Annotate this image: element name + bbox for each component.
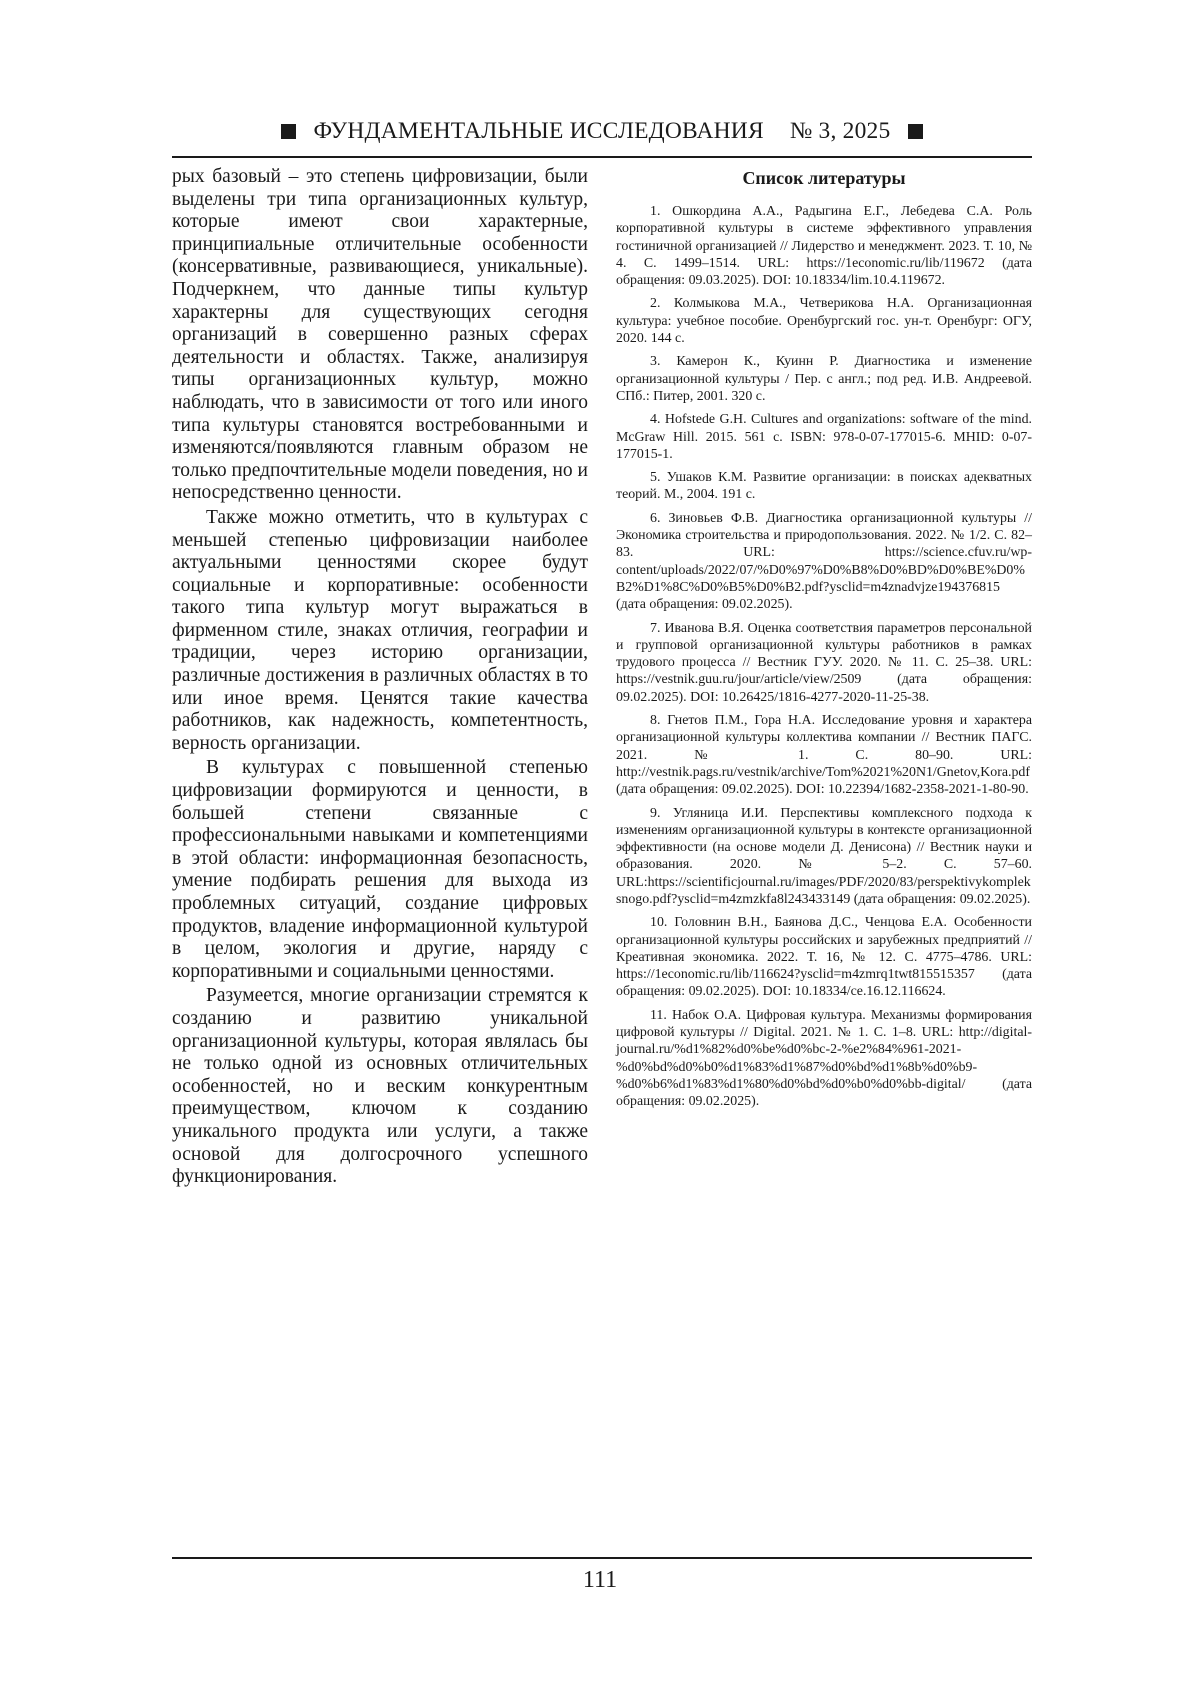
issue-number: № 3, 2025 — [789, 117, 891, 144]
reference-item: 5. Ушаков К.М. Развитие организации: в поисках адекватных теорий. М., 2004. 191 с. — [616, 470, 1032, 503]
reference-list — [616, 203, 1032, 1111]
page-number: 111 — [582, 1567, 618, 1593]
running-header — [172, 112, 1032, 150]
reference-item: 6. Зиновьев Ф.В. Диагностика организационной культуры // Экономика строительства и природопользования. 2022. № 1/2. С. 82–83. URL: https://science.cfuv.ru/wp-content/uploads/2022/07/%D0%97%D0%B8%D0%BD%D0%BE%D0%B2%D1%8C%D0%B5%D0%B2.pdf?ysclid=m4znadvjze194376815 (дата обращения: 09.02.2025). — [616, 510, 1032, 613]
journal-title: ФУНДАМЕНТАЛЬНЫЕ ИССЛЕДОВАНИЯ — [313, 117, 764, 144]
reference-item: 2. Колмыкова М.А., Четверикова Н.А. Организационная культура: учебное пособие. Оренбургский гос. ун-т. Оренбург: ОГУ, 2020. 144 с. — [616, 296, 1032, 347]
body-paragraph: В культурах с повышенной степенью цифровизации формируются и ценности, в большей степени связанные с профессиональными навыками и компетенциями в этой области: информационная безопасность, умение подбирать решения для выхода из проблемных ситуаций, создание цифровых продуктов, владение информационной культурой в целом, экология и другие, наряду с корпоративными и социальными ценностями. — [172, 757, 588, 982]
reference-item: 1. Ошкордина А.А., Радыгина Е.Г., Лебедева С.А. Роль корпоративной культуры в системе эффективного управления гостиничной организацией // Лидерство и менеджмент. 2023. Т. 10, № 4. С. 1499–1514. URL: https://1economic.ru/lib/119672 (дата обращения: 09.03.2025). DOI: 10.18334/lim.10.4.119672. — [616, 204, 1032, 289]
reference-item: 8. Гнетов П.М., Гора Н.А. Исследование уровня и характера организационной культуры коллектива компании // Вестник ПАГС. 2021. № 1. С. 80–90. URL: http://vestnik.pags.ru/vestnik/archive/Tom%2021%20N1/Gnetov,Kora.pdf (дата обращения: 09.02.2025). DOI: 10.22394/1682-2358-2021-1-80-90. — [616, 713, 1032, 798]
body-paragraph: Также можно отметить, что в культурах с меньшей степенью цифровизации наиболее актуальными ценностями скорее будут социальные и корпоративные: особенности такого типа культур могут выражаться в фирменном стиле, знаках отличия, географии и традиции, через историю организации, различные достижения в различных областях в то или иное время. Ценятся такие качества работников, как надежность, компетентность, верность организации. — [172, 506, 589, 754]
reference-item: 11. Набок О.А. Цифровая культура. Механизмы формирования цифровой культуры // Digital. 2021. № 1. С. 1–8. URL: http://digital-journal.ru/%d1%82%d0%be%d0%bc-2-%e2%84%961-2021-%d0%bd%d0%b0%d1%83%d1%87%d0%bd%d1%8b%d0%b9-%d0%b6%d1%83%d1%80%d0%bd%d0%b0%d0%bb-digital/ (дата обращения: 09.02.2025). — [616, 1007, 1032, 1110]
footer-rule — [172, 1557, 1032, 1559]
header-rule — [172, 156, 1032, 158]
reference-item: 9. Угляница И.И. Перспективы комплексного подхода к изменениям организационной культуры в контексте организационной эффективности (на основе модели Д. Денисона) // Вестник науки и образования. 2020. № 5–2. С. 57–60. URL:https://scientificjournal.ru/images/PDF/2020/83/perspektivykompleksnogo.pdf?ysclid=m4zmzkfa8l243433149 (дата обращения: 09.02.2025). — [616, 805, 1032, 907]
references-title: Список литературы — [742, 168, 906, 188]
square-bullet-icon — [908, 124, 923, 139]
reference-item: 3. Камерон К., Куинн Р. Диагностика и изменение организационной культуры / Пер. с англ.; под ред. И.В. Андреевой. СПб.: Питер, 2001. 320 с. — [616, 354, 1032, 404]
reference-item: 7. Иванова В.Я. Оценка соответствия параметров персональной и групповой организационной культуры работников в рамках трудового процесса // Вестник ГУУ. 2020. № 11. С. 25–38. URL: https://vestnik.guu.ru/jour/article/view/2509 (дата обращения: 09.02.2025). DOI: 10.26425/1816-4277-2020-11-25-38. — [616, 620, 1032, 705]
body-paragraph: рых базовый – это степень цифровизации, были выделены три типа организационных культур, которые имеют свои характерные, принципиальные отличительные особенности (консервативные, развивающиеся, уникальные). Подчеркнем, что данные типы культур характерны для существующих сегодня организаций в совершенно разных сферах деятельности и областях. Также, анализируя типы организационных культур, можно наблюдать, что в зависимости от того или иного типа культуры становятся востребованными и изменяются/появляются главным образом не только предпочтительные модели поведения, но и непосредственно ценности. — [172, 166, 588, 504]
body-text-column — [172, 166, 588, 1191]
references-section — [616, 168, 1032, 1117]
reference-item: 10. Головнин В.Н., Баянова Д.С., Ченцова Е.А. Особенности организационной культуры российских и зарубежных предприятий // Креативная экономика. 2022. Т. 16, № 12. С. 4775–4786. URL: https://1economic.ru/lib/116624?ysclid=m4zmrq1twt815515357 (дата обращения: 09.02.2025). DOI: 10.18334/ce.16.12.116624. — [616, 915, 1032, 1000]
reference-item: 4. Hofstede G.H. Cultures and organizations: software of the mind. McGraw Hill. 2015. 561 с. ISBN: 978-0-07-177015-6. MHID: 0-07-177015-1. — [616, 412, 1032, 462]
square-bullet-icon — [281, 124, 296, 139]
body-paragraph: Разумеется, многие организации стремятся к созданию и развитию уникальной организационной культуры, которая являлась бы не только одной из основных отличительных особенностей, но и веским конкурентным преимуществом, ключом к созданию уникального продукта или услуги, а также основой для долгосрочного успешного функционирования. — [172, 985, 588, 1188]
